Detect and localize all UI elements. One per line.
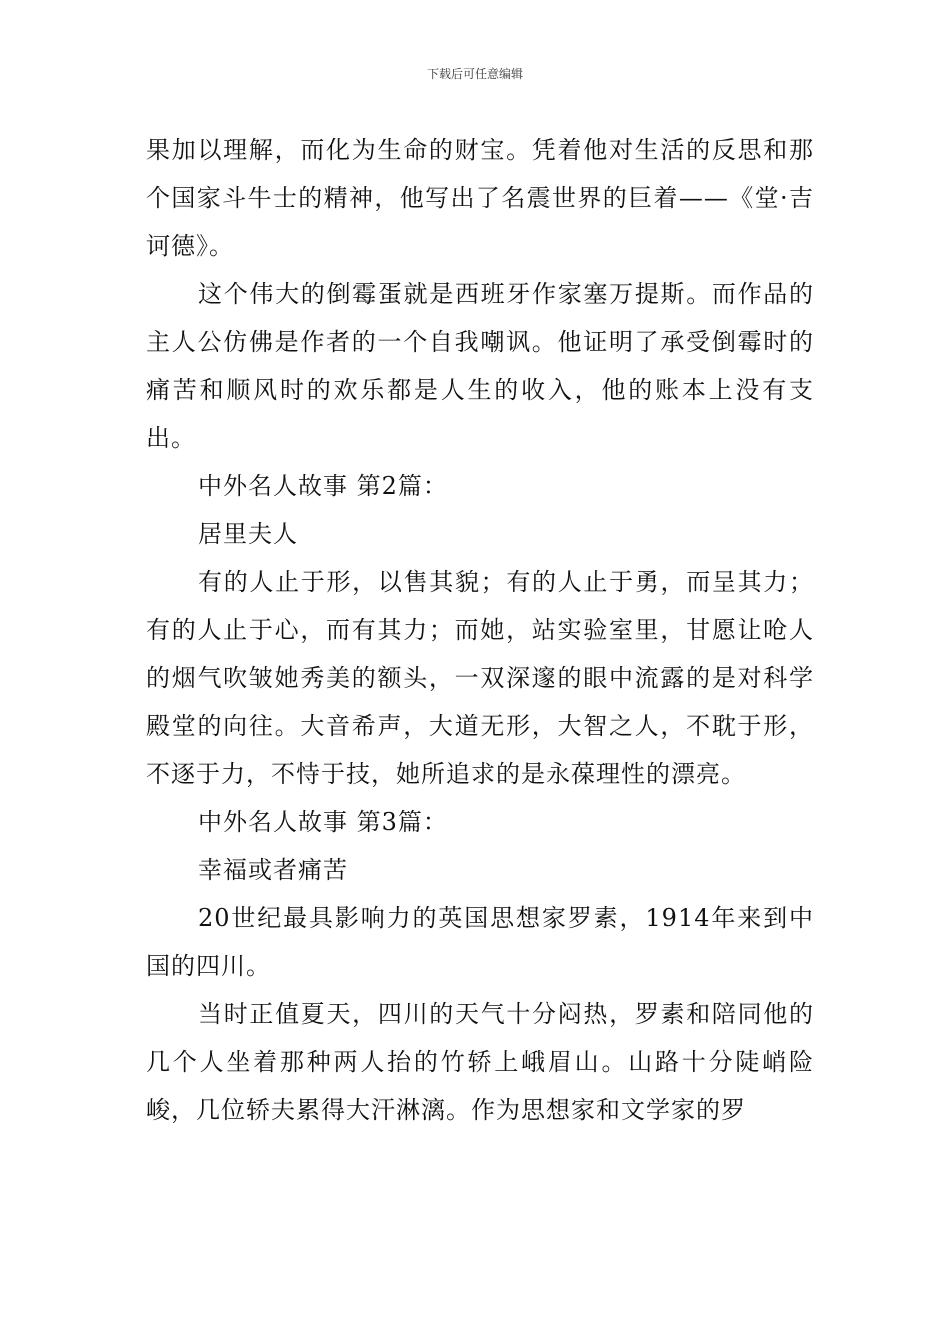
story-title-curie: 居里夫人 bbox=[198, 520, 298, 548]
paragraph-continuation: 果加以理解，而化为生命的财宝。凭着他对生活的反思和那个国家斗牛士的精神，他写出了名震世界的巨着——《堂·吉诃德》。 bbox=[146, 136, 814, 260]
page-header: 下载后可任意编辑 bbox=[426, 67, 523, 81]
section-heading-2: 中外名人故事 第2篇： bbox=[198, 472, 448, 500]
section-heading-3: 中外名人故事 第3篇： bbox=[198, 808, 448, 836]
paragraph-curie: 有的人止于形，以售其貌；有的人止于勇，而呈其力；有的人止于心，而有其力；而她，站实验室里，甘愿让呛人的烟气吹皱她秀美的额头，一双深邃的眼中流露的是对科学殿堂的向往。大音希声，大道无形，大智之人，不耽于形，不逐于力，不恃于技，她所追求的是永葆理性的漂亮。 bbox=[146, 568, 814, 788]
paragraph-cervantes: 这个伟大的倒霉蛋就是西班牙作家塞万提斯。而作品的主人公仿佛是作者的一个自我嘲讽。他证明了承受倒霉时的痛苦和顺风时的欢乐都是人生的收入，他的账本上没有支出。 bbox=[146, 280, 814, 452]
paragraph-russell-story: 当时正值夏天，四川的天气十分闷热，罗素和陪同他的几个人坐着那种两人抬的竹轿上峨眉山。山路十分陡峭险峻，几位轿夫累得大汗淋漓。作为思想家和文学家的罗 bbox=[146, 1000, 814, 1124]
story-title-happiness: 幸福或者痛苦 bbox=[198, 856, 348, 884]
document-body bbox=[146, 126, 814, 1134]
paragraph-russell-intro: 20世纪最具影响力的英国思想家罗素，1914年来到中国的四川。 bbox=[146, 904, 814, 980]
